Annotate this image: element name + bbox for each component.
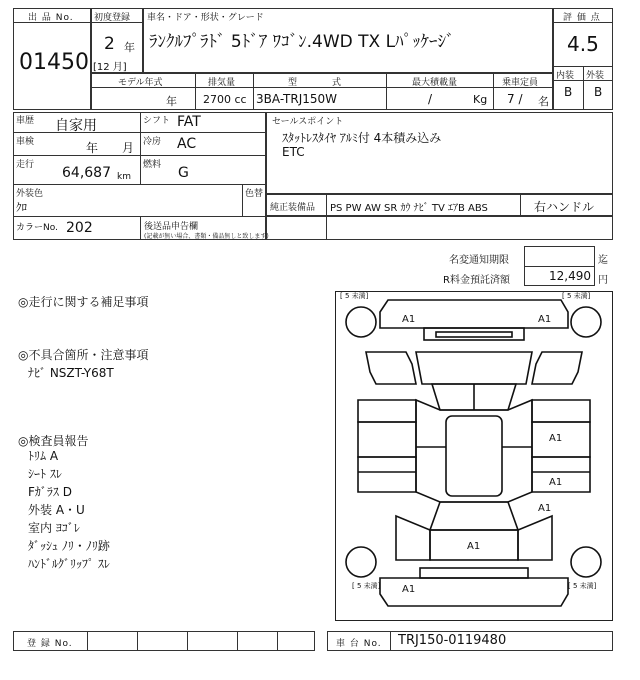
inspector-item: 室内 ﾖｺﾞﾚ: [28, 521, 80, 535]
chassis-number-label: 車 台 No.: [336, 639, 382, 649]
type-value: 3BA-TRJ150W: [256, 92, 338, 106]
recycle-unit: 円: [598, 275, 608, 286]
displacement-label: 排気量: [208, 78, 236, 88]
sales-point-line-1: ｽﾀｯﾄﾚｽﾀｲﾔ ｱﾙﾐ付 4本積み込み: [282, 131, 442, 145]
equipment-label: 純正装備品: [270, 203, 316, 213]
recycle-label: R料金預託済額: [443, 275, 510, 286]
lot-number: 01450: [19, 50, 89, 75]
car-outline: [336, 292, 612, 620]
interior-grade: B: [564, 85, 573, 99]
mileage-value: 64,687: [62, 165, 111, 181]
first-registration-year: 2: [104, 34, 115, 54]
driving-notes-label: ◎走行に関する補足事項: [18, 295, 149, 309]
color-value: ｸﾛ: [16, 201, 27, 214]
fuel-label: 燃料: [143, 160, 162, 170]
max-load-label: 最大積載量: [412, 78, 458, 88]
car-name-label: 車名・ドア・形状・グレード: [147, 13, 264, 23]
color-number-value: 202: [66, 220, 93, 236]
exterior-grade: B: [594, 85, 603, 99]
mileage-label: 走行: [16, 160, 35, 170]
name-change-unit: 迄: [598, 255, 608, 266]
inspector-item: ﾄﾘﾑ A: [28, 449, 59, 463]
recycle-value: 12,490: [549, 269, 591, 283]
interior-label: 内装: [556, 71, 575, 81]
sales-point-line-2: ETC: [282, 145, 305, 159]
first-registration-year-unit: 年: [124, 41, 135, 54]
defect-item: ﾅﾋﾞ NSZT-Y68T: [28, 366, 114, 380]
tire-depth-front-right: [ 5 未満]: [562, 292, 591, 300]
first-registration-label: 初度登録: [94, 13, 131, 23]
exterior-label: 外装: [586, 71, 605, 81]
chassis-number: TRJ150-0119480: [398, 633, 507, 648]
name-change-box: [524, 246, 595, 267]
registration-number-label: 登 録 No.: [27, 639, 73, 649]
max-load-separator: /: [428, 92, 433, 106]
shift-label: シフト: [143, 116, 171, 126]
displacement-value: 2700 cc: [203, 93, 247, 106]
inspector-label: ◎検査員報告: [18, 434, 89, 448]
max-load-unit: Kg: [473, 93, 488, 106]
model-year-unit: 年: [166, 95, 177, 108]
inspector-item: Fｶﾞﾗｽ D: [28, 485, 72, 499]
steering-position: 右ハンドル: [534, 200, 595, 214]
type-label: 型 式: [288, 78, 344, 88]
inspector-item: ﾀﾞｯｼｭ ﾉﾘ・ﾉﾘ跡: [28, 539, 110, 553]
mileage-unit: km: [117, 172, 131, 182]
color-number-label: カラーNo.: [16, 223, 58, 233]
aftermarket-extension: [266, 216, 613, 240]
car-name-value: ﾗﾝｸﾙﾌﾟﾗﾄﾞ 5ﾄﾞｱ ﾜｺﾞﾝ.4WD TX Lﾊﾟｯｹｰｼﾞ: [149, 32, 455, 52]
damage-mark-front-bumper-right: A1: [538, 314, 552, 325]
sales-point-label: セールスポイント: [272, 117, 344, 127]
damage-mark-front-bumper-left: A1: [402, 314, 416, 325]
damage-mark-rear-bumper: A1: [402, 584, 416, 595]
inspector-item: ｼｰﾄ ｽﾚ: [28, 467, 62, 481]
equipment-items: PS PW AW SR ｶｳ ﾅﾋﾞ TV ｴｱB ABS: [330, 203, 488, 214]
damage-mark-tailgate: A1: [467, 541, 481, 552]
repaint-label: 色替: [245, 189, 264, 199]
history-value: 自家用: [55, 118, 97, 134]
capacity-value: 7 /: [507, 92, 523, 106]
inspection-year: 年: [86, 141, 99, 155]
shift-value: FAT: [177, 114, 201, 130]
car-diagram: [335, 291, 613, 621]
inspection-month: 月: [122, 141, 135, 155]
model-year-label: モデル年式: [118, 78, 163, 88]
aftermarket-note: (記載が無い場合、書類・備品無しと致します): [144, 233, 269, 240]
fuel-value: G: [178, 165, 189, 181]
history-label: 車歴: [16, 116, 35, 126]
score-value: 4.5: [567, 32, 599, 56]
color-label: 外装色: [16, 189, 44, 199]
damage-mark-right-front-door: A1: [549, 433, 563, 444]
defects-label: ◎不具合箇所・注意事項: [18, 348, 149, 362]
aftermarket-label: 後送品申告欄: [144, 222, 199, 232]
capacity-label: 乗車定員: [502, 78, 539, 88]
ac-value: AC: [177, 136, 197, 152]
first-registration-month: [12 月]: [93, 62, 127, 73]
tire-depth-rear-left: [ 5 未満]: [352, 582, 381, 590]
name-change-label: 名変通知期限: [449, 255, 509, 266]
score-label: 評 価 点: [563, 13, 601, 23]
damage-mark-right-rear-fender: A1: [538, 503, 552, 514]
inspection-label: 車検: [16, 137, 35, 147]
tire-depth-front-left: [ 5 未満]: [340, 292, 369, 300]
capacity-unit: 名: [538, 95, 549, 108]
tire-depth-rear-right: [ 5 未満]: [568, 582, 597, 590]
lot-number-label: 出 品 No.: [28, 13, 74, 23]
ac-label: 冷房: [143, 137, 162, 147]
damage-mark-right-rear-door: A1: [549, 477, 563, 488]
inspector-item: 外装 A・U: [28, 503, 85, 517]
inspector-item: ﾊﾝﾄﾞﾙｸﾞﾘｯﾌﾟ ｽﾚ: [28, 557, 110, 571]
